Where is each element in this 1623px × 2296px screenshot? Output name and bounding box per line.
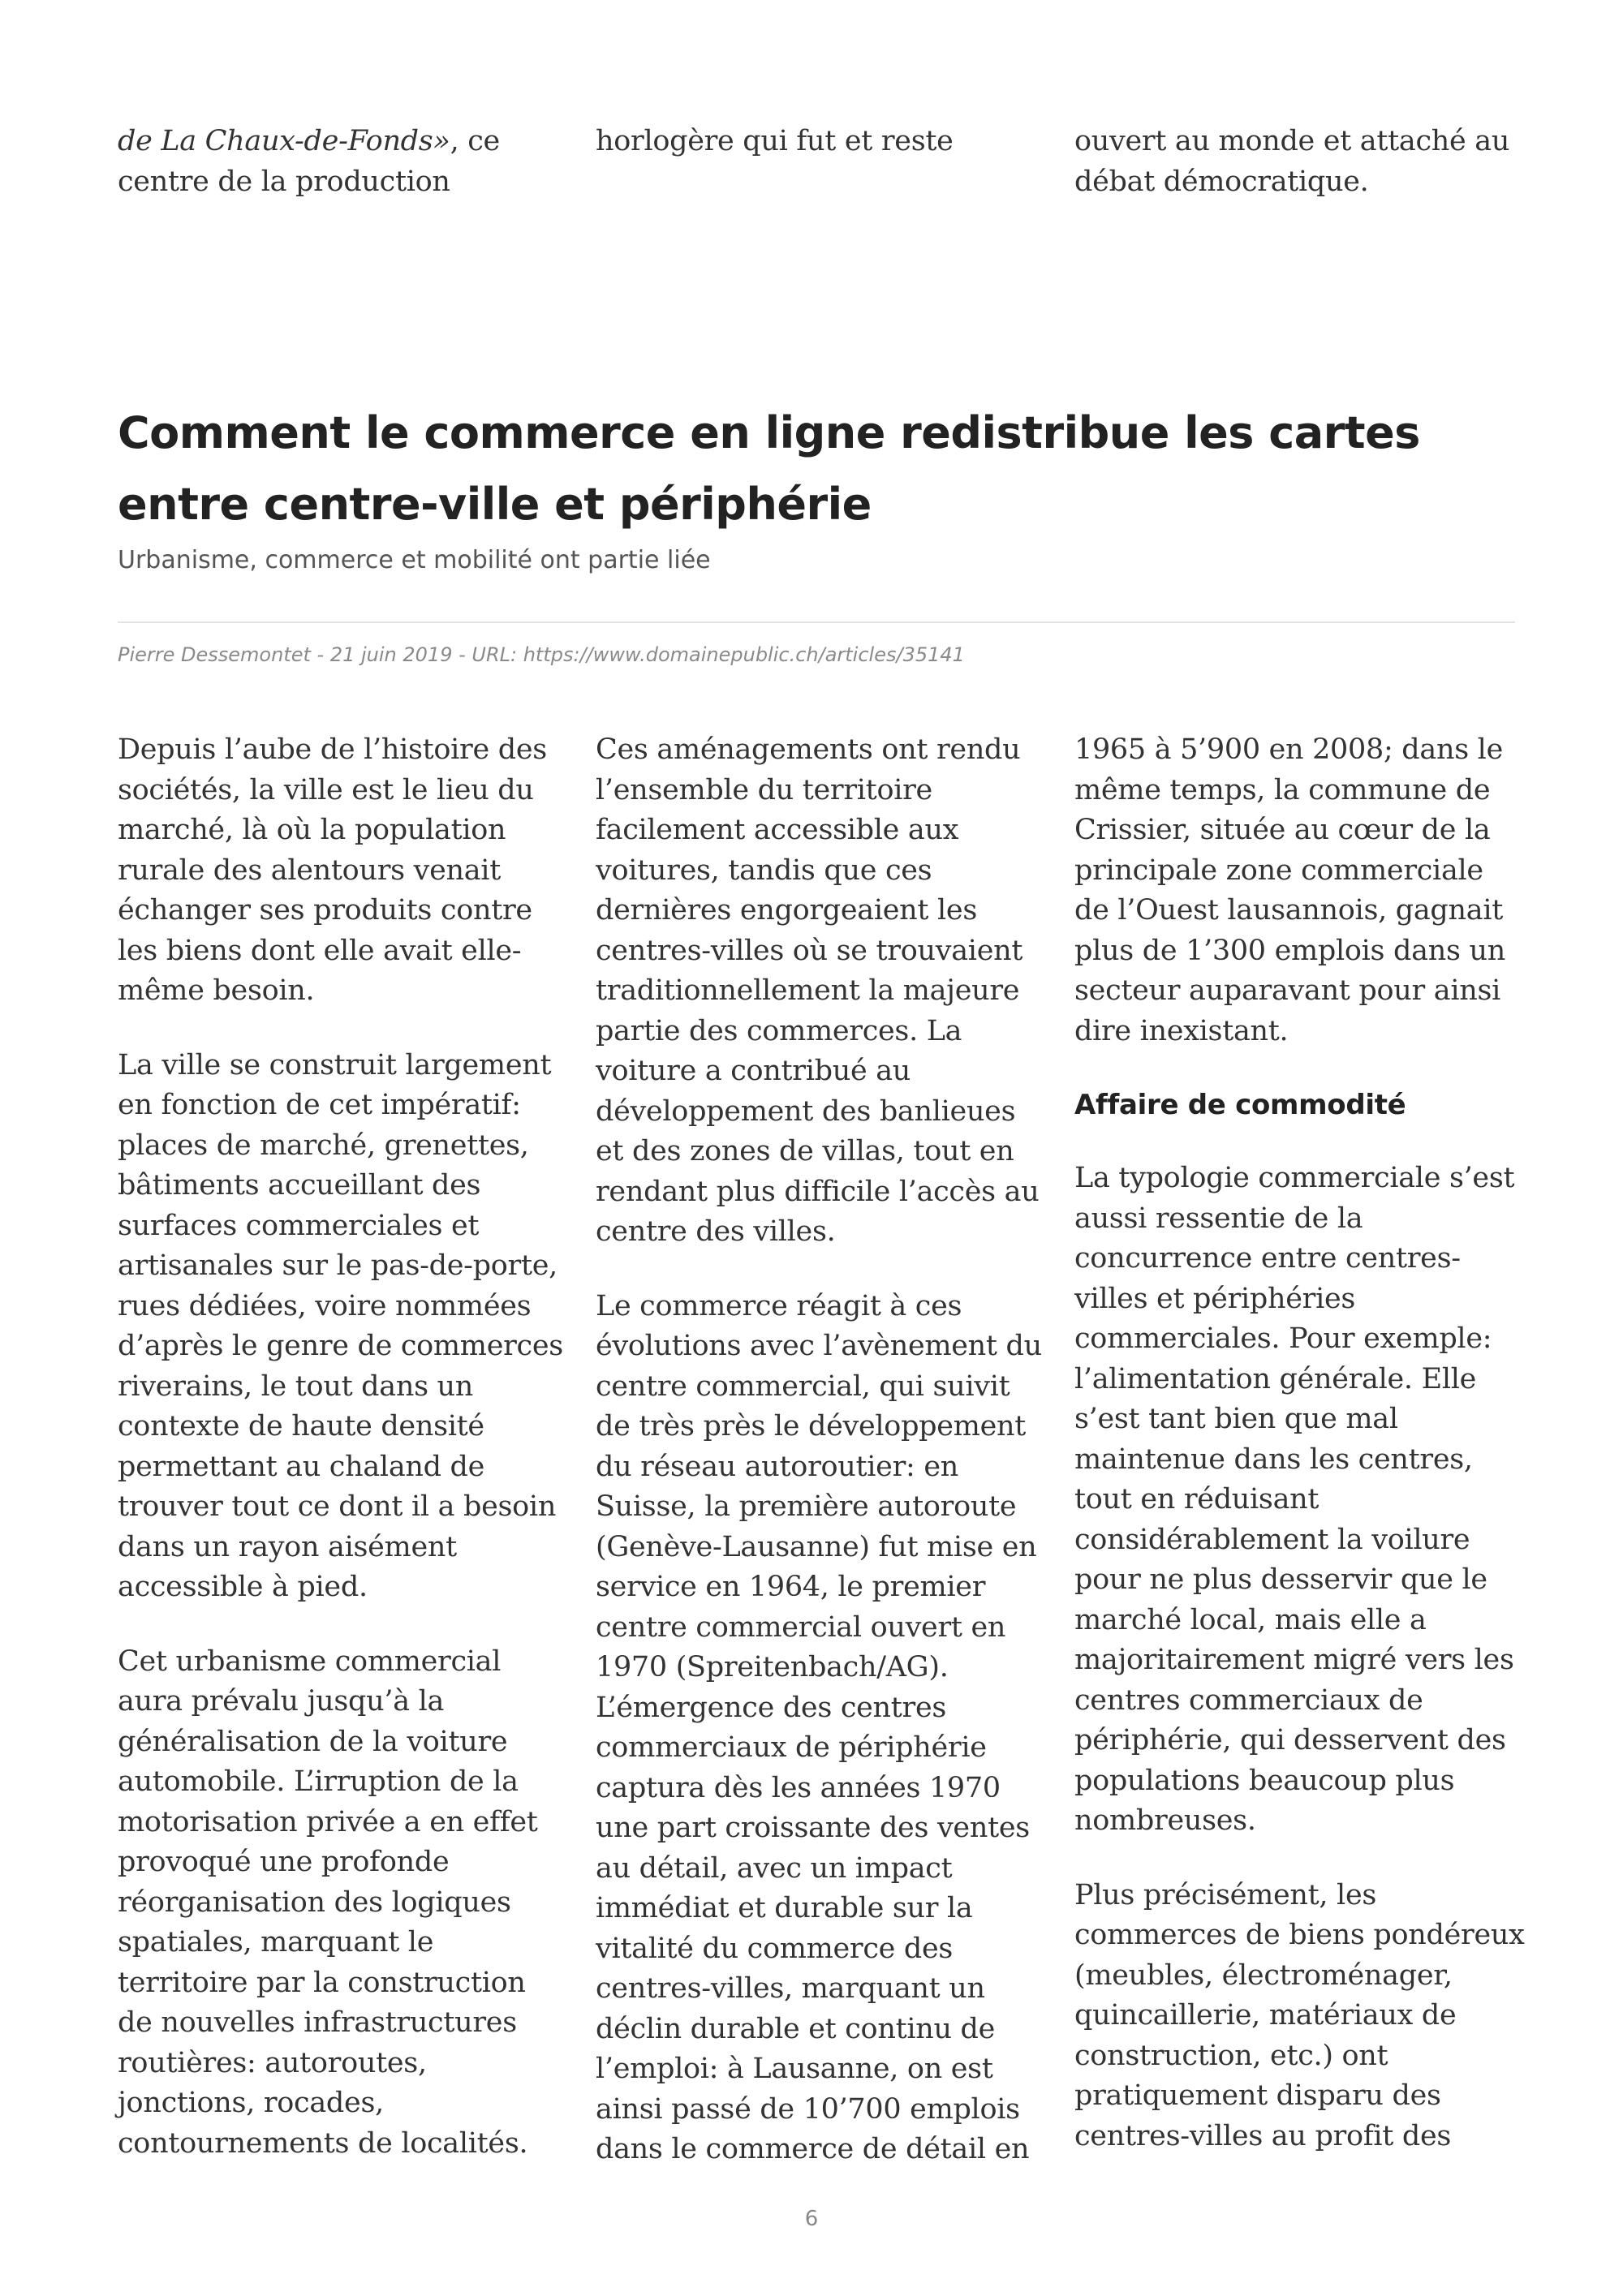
article-title: Comment le commerce en ligne redistribue les cartes entre centre-ville et périphérie bbox=[118, 407, 1420, 530]
paragraph: Depuis l’aube de l’histoire des sociétés, la ville est le lieu du marché, là où la population rurale des alentours venait échanger ses produits contre les biens dont elle avait elle-même besoin. bbox=[118, 733, 547, 1007]
fragment-italic-text: de La Chaux-de-Fonds» bbox=[118, 125, 450, 157]
paragraph: 1965 à 5’900 en 2008; dans le même temps, la commune de Crissier, située au cœur de la principale zone commerciale de l’Ouest lausannois, gagnait plus de 1’300 emplois dans un secteur auparavant pour ainsi dire inexistant. bbox=[1074, 733, 1505, 1047]
paragraph: Plus précisément, les commerces de biens pondéreux (meubles, électroménager, quincaillerie, matériaux de construction, etc.) ont pratiquement disparu des centres-villes au profit des bbox=[1074, 1878, 1525, 2152]
article-byline: Pierre Dessemontet - 21 juin 2019 - URL: https://www.domainepublic.ch/articles/35141 bbox=[118, 643, 965, 666]
previous-article-fragment-col3 bbox=[1074, 122, 1525, 202]
page-number: 6 bbox=[804, 2207, 819, 2231]
fragment-text: , ce centre de la production bbox=[118, 125, 500, 198]
article-column-2 bbox=[596, 730, 1046, 2204]
previous-article-fragment-col1 bbox=[118, 122, 568, 202]
paragraph: Ces aménagements ont rendu l’ensemble du territoire facilement accessible aux voitures, tandis que ces dernières engorgeaient les centres-villes où se trouvaient traditionnellement la majeure partie des commerces. La voiture a contribué au développement des banlieues et des zones de villas, tout en rendant plus difficile l’accès au centre des villes. bbox=[596, 733, 1040, 1248]
fragment-text: horlogère qui fut et reste bbox=[596, 125, 954, 157]
article-subtitle: Urbanisme, commerce et mobilité ont partie liée bbox=[118, 546, 711, 574]
header-divider bbox=[118, 621, 1515, 623]
article-column-3 bbox=[1074, 730, 1525, 2191]
paragraph: La typologie commerciale s’est aussi ressentie de la concurrence entre centres-villes et périphéries commerciales. Pour exemple: l’alimentation générale. Elle s’est tant bien que mal maintenue dans les centres, tout en réduisant considérablement la voilure pour ne plus desservir que le marché local, mais elle a majoritairement migré vers les centres commerciaux de périphérie, qui desservent des populations beaucoup plus nombreuses. bbox=[1074, 1162, 1515, 1837]
previous-article-fragment-col2 bbox=[596, 122, 1046, 162]
article-column-1 bbox=[118, 730, 568, 2198]
paragraph: Le commerce réagit à ces évolutions avec l’avènement du centre commercial, qui suivit de très près le développement du réseau autoroutier: en Suisse, la première autoroute (Genève-Lausanne) fut mise en service en 1964, le premier centre commercial ouvert en 1970 (Spreitenbach/AG). L’émergence des centres commerciaux de périphérie captura dès les années 1970 une part croissante des ventes au détail, avec un impact immédiat et durable sur la vitalité du commerce des centres-villes, marquant un déclin durable et continu de l’emploi: à Lausanne, on est ainsi passé de 10’700 emplois dans le commerce de détail en bbox=[596, 1289, 1042, 2165]
paragraph: La ville se construit largement en fonction de cet impératif: places de marché, grenettes, bâtiments accueillant des surfaces commerciales et artisanales sur le pas-de-porte, rues dédiées, voire nommées d’après le genre de commerces riverains, le tout dans un contexte de haute densité permettant au chaland de trouver tout ce dont il a besoin dans un rayon aisément accessible à pied. bbox=[118, 1048, 563, 1603]
section-heading: Affaire de commodité bbox=[1074, 1089, 1406, 1121]
fragment-text: ouvert au monde et attaché au débat démocratique. bbox=[1074, 125, 1510, 198]
paragraph: Cet urbanisme commercial aura prévalu jusqu’à la généralisation de la voiture automobile. L’irruption de la motorisation privée a en effet provoqué une profonde réorganisation des logiques spatiales, marquant le territoire par la construction de nouvelles infrastructures routières: autoroutes, jonctions, rocades, contournements de localités. bbox=[118, 1645, 538, 2160]
